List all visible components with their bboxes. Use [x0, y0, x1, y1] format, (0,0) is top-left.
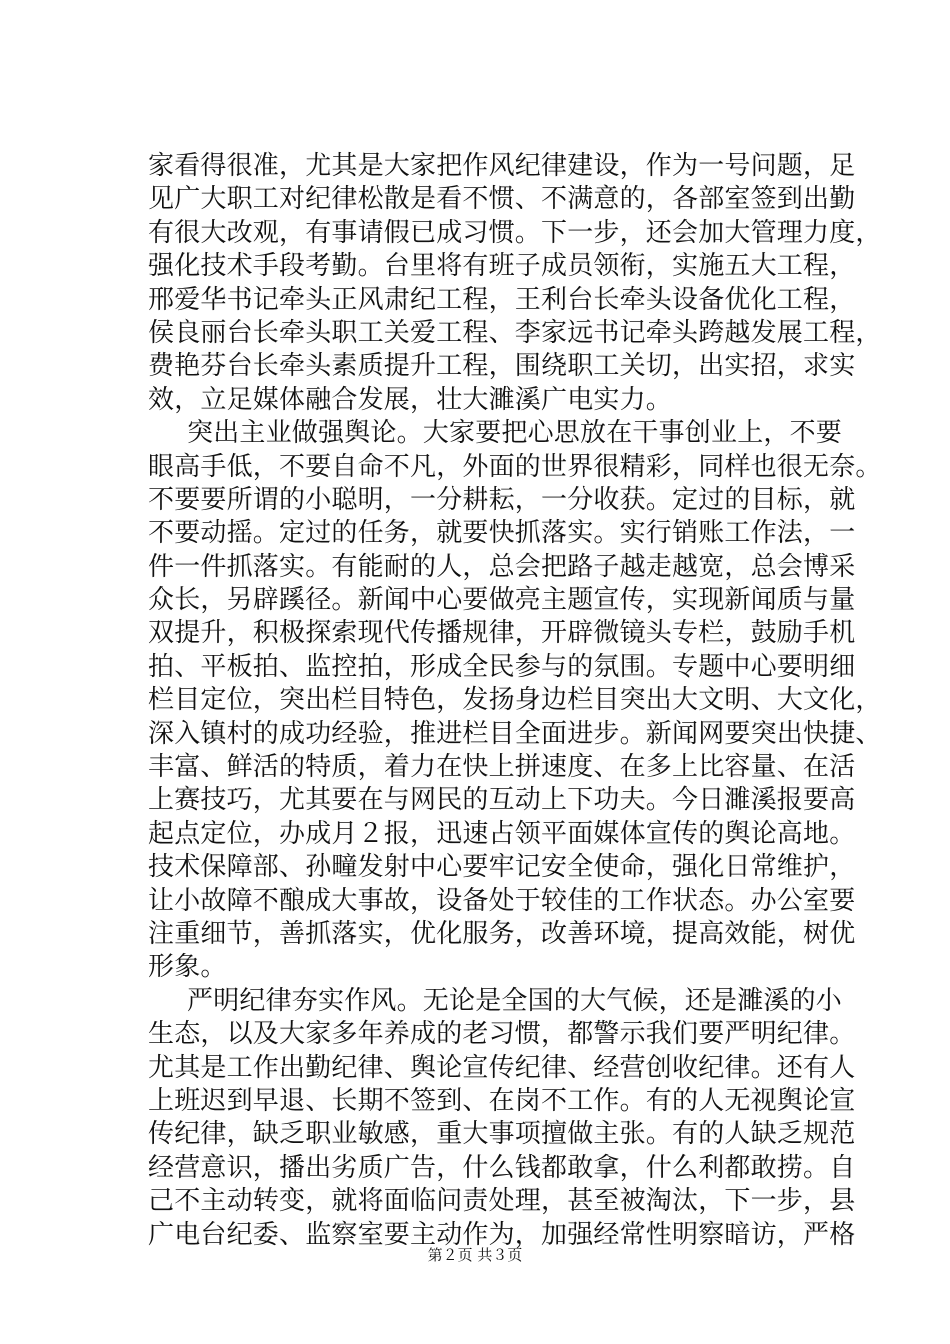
text-line: 拍、平板拍、监控拍，形成全民参与的氛围。专题中心要明细 — [148, 651, 856, 682]
page-number-footer: 第２页 共３页 — [427, 1246, 523, 1264]
text-line: 让小故障不酿成大事故，设备处于较佳的工作状态。办公室要 — [148, 885, 856, 916]
text-line: 起点定位，办成月２报，迅速占领平面媒体宣传的舆论高地。 — [148, 818, 856, 849]
body-text — [148, 150, 882, 1252]
text-line: 生态，以及大家多年养成的老习惯，都警示我们要严明纪律。 — [148, 1019, 856, 1050]
text-line: 眼高手低，不要自命不凡，外面的世界很精彩，同样也很无奈。 — [148, 451, 882, 482]
text-line: 传纪律，缺乏职业敏感，重大事项擅做主张。有的人缺乏规范 — [148, 1119, 856, 1150]
text-line: 注重细节，善抓落实，优化服务，改善环境，提高效能，树优 — [148, 918, 856, 949]
text-line: 有很大改观，有事请假已成习惯。下一步，还会加大管理力度， — [148, 217, 882, 248]
text-line: 不要动摇。定过的任务，就要快抓落实。实行销账工作法，一 — [148, 518, 856, 549]
text-line: 栏目定位，突出栏目特色，发扬身边栏目突出大文明、大文化， — [148, 685, 882, 716]
text-line: 众长，另辟蹊径。新闻中心要做亮主题宣传，实现新闻质与量 — [148, 585, 856, 616]
paragraph-heading-line: 突出主业做强舆论。大家要把心思放在干事创业上，不要 — [187, 418, 843, 449]
text-line: 己不主动转变，就将面临问责处理，甚至被淘汰，下一步，县 — [148, 1186, 856, 1217]
text-line: 深入镇村的成功经验，推进栏目全面进步。新闻网要突出快捷、 — [148, 718, 882, 749]
text-line: 不要要所谓的小聪明，一分耕耘，一分收获。定过的目标，就 — [148, 484, 856, 515]
text-line: 形象。 — [148, 952, 227, 983]
text-line: 效，立足媒体融合发展，壮大濉溪广电实力。 — [148, 384, 673, 415]
text-line: 丰富、鲜活的特质，着力在快上拼速度、在多上比容量、在活 — [148, 752, 856, 783]
text-line: 尤其是工作出勤纪律、舆论宣传纪律、经营创收纪律。还有人 — [148, 1052, 856, 1083]
text-line: 费艳芬台长牵头素质提升工程，围绕职工关切，出实招，求实 — [148, 351, 856, 382]
text-line: 广电台纪委、监察室要主动作为，加强经常性明察暗访，严格 — [148, 1219, 856, 1250]
text-line: 经营意识，播出劣质广告，什么钱都敢拿，什么利都敢捞。自 — [148, 1152, 856, 1183]
text-line: 侯良丽台长牵头职工关爱工程、李家远书记牵头跨越发展工程， — [148, 317, 882, 348]
text-line: 邢爱华书记牵头正风肃纪工程，王利台长牵头设备优化工程， — [148, 284, 856, 315]
text-line: 家看得很准，尤其是大家把作风纪律建设，作为一号问题，足 — [148, 151, 856, 181]
text-line: 强化技术手段考勤。台里将有班子成员领衔，实施五大工程， — [148, 251, 856, 282]
text-line: 见广大职工对纪律松散是看不惯、不满意的，各部室签到出勤 — [148, 184, 856, 215]
text-line: 双提升，积极探索现代传播规律，开辟微镜头专栏，鼓励手机 — [148, 618, 856, 649]
text-line: 上赛技巧，尤其要在与网民的互动上下功夫。今日濉溪报要高 — [148, 785, 856, 816]
text-line: 件一件抓落实。有能耐的人，总会把路子越走越宽，总会博采 — [148, 551, 856, 582]
paragraph-heading-line: 严明纪律夯实作风。无论是全国的大气候，还是濉溪的小 — [187, 985, 843, 1016]
text-line: 上班迟到早退、长期不签到、在岗不工作。有的人无视舆论宣 — [148, 1085, 856, 1116]
text-line: 技术保障部、孙疃发射中心要牢记安全使命，强化日常维护， — [148, 852, 856, 883]
